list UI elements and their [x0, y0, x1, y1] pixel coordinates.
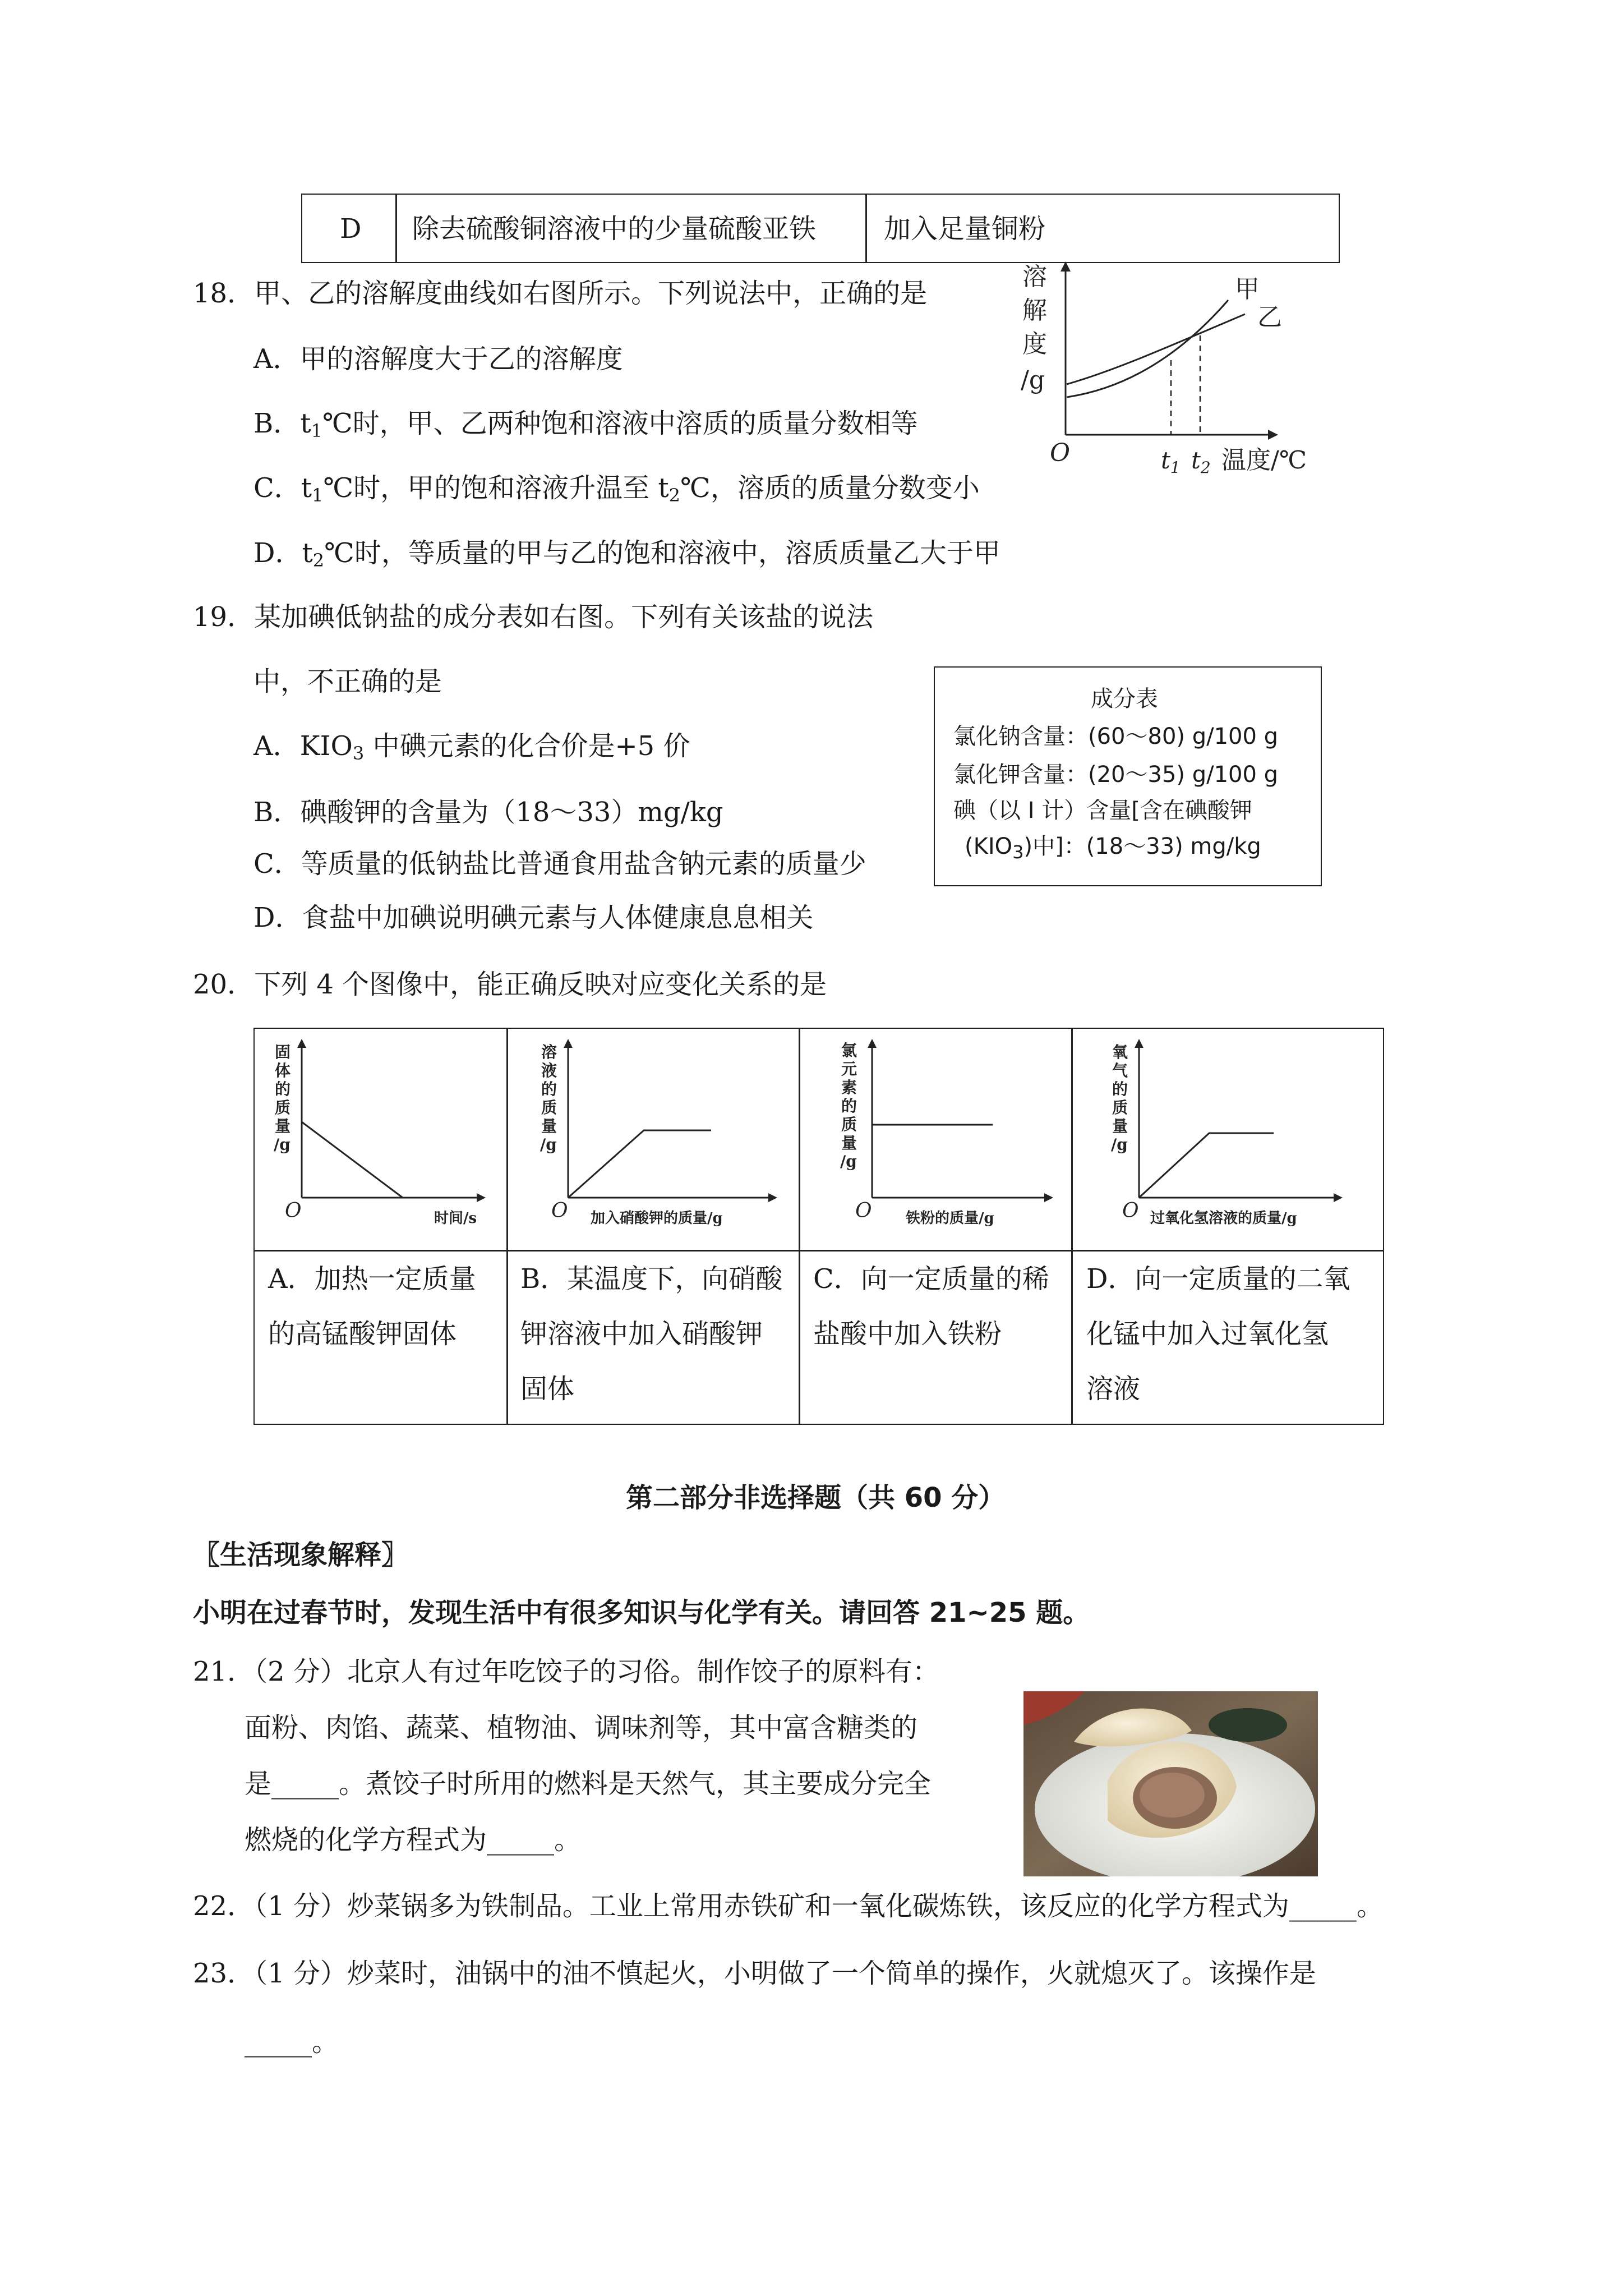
- graph-c-ylabel: 量: [841, 1134, 857, 1152]
- graph-d-xlabel: 过氧化氢溶液的质量/g: [1150, 1210, 1297, 1227]
- q19-option-d: D．食盐中加碘说明碘元素与人体健康息息相关: [253, 902, 814, 933]
- graph-d-ylabel: 气: [1112, 1061, 1128, 1080]
- graph-a: [257, 1032, 504, 1245]
- q19-stem-2: 中，不正确的是: [253, 666, 442, 697]
- ylabel-1: 溶: [1022, 263, 1047, 291]
- q20-option-d-line-2: 化锰中加入过氧化氢: [1086, 1318, 1329, 1350]
- curve-label-jia: 甲: [1235, 275, 1260, 303]
- q20-option-d-line-3: 溶液: [1086, 1373, 1141, 1405]
- graph-a-ylabel: 固: [275, 1043, 291, 1061]
- q18-option-b: B．$t_1℃$时，甲、乙两种饱和溶液中溶质的质量分数相等: [253, 408, 918, 441]
- graph-d: [1075, 1032, 1382, 1245]
- q23-line-2: _____。: [245, 2026, 339, 2058]
- graph-c-ylabel: 素: [841, 1078, 857, 1097]
- curve-yi: [1067, 314, 1245, 384]
- graph-b-line: [568, 1130, 711, 1198]
- q20-row-divider: [253, 1250, 1384, 1251]
- graph-d-line: [1139, 1133, 1274, 1198]
- graph-c-ylabel: 氯: [841, 1041, 857, 1060]
- graph-c-ylabel: 的: [841, 1097, 857, 1115]
- ingredient-line-2: 氯化钾含量：(20～35) g/100 g: [953, 762, 1279, 788]
- ingredient-title: 成分表: [1091, 686, 1158, 712]
- q20-stem: 20．下列 4 个图像中，能正确反映对应变化关系的是: [193, 969, 827, 1000]
- curve-jia: [1067, 300, 1228, 397]
- graph-c-xlabel: 铁粉的质量/g: [906, 1210, 994, 1227]
- graph-b-origin: O: [551, 1199, 568, 1222]
- q22-line-1: 22．（1 分）炒菜锅多为铁制品。工业上常用赤铁矿和一氧化碳炼铁，该反应的化学方程式为_____。: [193, 1890, 1384, 1922]
- q18-option-d: D．$t_2℃$时，等质量的甲与乙的饱和溶液中，溶质质量乙大于甲: [253, 537, 1000, 571]
- graph-c: [802, 1032, 1069, 1245]
- graph-c-origin: O: [855, 1199, 872, 1222]
- graph-a-ylabel: 量: [275, 1117, 291, 1135]
- q21-line-4: 燃烧的化学方程式为_____。: [245, 1824, 582, 1856]
- section-heading: 〖生活现象解释〗: [193, 1539, 409, 1571]
- part2-title: 第二部分非选择题（共 60 分）: [626, 1482, 1006, 1513]
- ingredient-line-1: 氯化钠含量：(60～80) g/100 g: [953, 724, 1279, 749]
- graph-d-ylabel: 的: [1112, 1080, 1128, 1098]
- graph-a-ylabel: /g: [274, 1135, 291, 1154]
- dumpling-photo: [1023, 1691, 1318, 1876]
- q20-option-c-line-2: 盐酸中加入铁粉: [813, 1318, 1002, 1350]
- q19-option-b: B．碘酸钾的含量为（18～33）mg/kg: [253, 797, 723, 828]
- graph-d-origin: O: [1122, 1199, 1139, 1222]
- q20-option-b-line-2: 钾溶液中加入硝酸钾: [520, 1318, 763, 1350]
- q19-option-c: C．等质量的低钠盐比普通食用盐含钠元素的质量少: [253, 848, 866, 880]
- t1-label: t1: [1161, 447, 1181, 477]
- graph-c-ylabel: 质: [841, 1115, 857, 1134]
- graph-d-ylabel: 氧: [1112, 1043, 1128, 1061]
- graph-b-ylabel: /g: [540, 1135, 557, 1154]
- graph-c-ylabel: 元: [841, 1060, 857, 1078]
- table-divider: [395, 194, 397, 263]
- q18-option-a: A．甲的溶解度大于乙的溶解度: [253, 343, 623, 375]
- q23-line-1: 23．（1 分）炒菜时，油锅中的油不慎起火，小明做了一个简单的操作，火就熄灭了。该操作是: [193, 1958, 1316, 1989]
- graph-b-ylabel: 质: [541, 1098, 557, 1117]
- origin-label: O: [1050, 439, 1071, 467]
- graph-d-ylabel: 质: [1112, 1098, 1128, 1117]
- q20-option-b-line-1: B．某温度下，向硝酸: [520, 1263, 783, 1295]
- graph-a-origin: O: [285, 1199, 302, 1222]
- q20-option-b-line-3: 固体: [520, 1373, 575, 1405]
- graph-b-ylabel: 液: [541, 1061, 557, 1080]
- curve-label-yi: 乙: [1257, 303, 1282, 332]
- ylabel-4: /g: [1021, 366, 1045, 394]
- q20-col-divider: [799, 1028, 800, 1425]
- graph-b-xlabel: 加入硝酸钾的质量/g: [591, 1210, 723, 1227]
- graph-c-ylabel: /g: [840, 1152, 857, 1171]
- ylabel-2: 解: [1022, 296, 1047, 325]
- graph-d-ylabel: 量: [1112, 1117, 1128, 1135]
- graph-b-ylabel: 量: [541, 1117, 557, 1135]
- q21-line-2: 面粉、肉馅、蔬菜、植物油、调味剂等，其中富含糖类的: [245, 1712, 918, 1743]
- q19-option-a: A．$KIO_3$ 中碘元素的化合价是+5 价: [253, 730, 690, 764]
- q20-option-a-line-1: A．加热一定质量: [268, 1263, 476, 1295]
- x-axis-label: 温度/℃: [1221, 446, 1307, 475]
- table-option: D: [340, 213, 362, 245]
- q20-option-d-line-1: D．向一定质量的二氧: [1086, 1263, 1350, 1295]
- ingredient-line-4: $(KIO_3)$中]：(18～33) mg/kg: [965, 834, 1261, 863]
- graph-b: [509, 1032, 796, 1245]
- table-divider: [865, 194, 867, 263]
- q18-stem: 18．甲、乙的溶解度曲线如右图所示。下列说法中，正确的是: [193, 278, 928, 309]
- graph-a-ylabel: 体: [275, 1061, 291, 1080]
- table-purpose: 除去硫酸铜溶液中的少量硫酸亚铁: [412, 213, 817, 245]
- q18-option-c: C．$t_1℃$时，甲的饱和溶液升温至 $t_2℃$，溶质的质量分数变小: [253, 472, 980, 506]
- ylabel-3: 度: [1022, 330, 1047, 358]
- q20-col-divider: [1071, 1028, 1073, 1425]
- solubility-graph: [1004, 258, 1329, 482]
- graph-a-ylabel: 质: [275, 1098, 291, 1117]
- q20-option-c-line-1: C．向一定质量的稀: [813, 1263, 1049, 1295]
- graph-a-line: [302, 1122, 403, 1198]
- table-method: 加入足量铜粉: [884, 213, 1046, 245]
- graph-b-ylabel: 溶: [541, 1043, 557, 1061]
- q21-line-1: 21．（2 分）北京人有过年吃饺子的习俗。制作饺子的原料有：: [193, 1656, 939, 1687]
- ingredient-line-3: 碘（以 I 计）含量[含在碘酸钾: [953, 798, 1252, 823]
- part2-intro: 小明在过春节时，发现生活中有很多知识与化学有关。请回答 21~25 题。: [193, 1597, 1090, 1628]
- graph-b-ylabel: 的: [541, 1080, 557, 1098]
- q19-stem-1: 19．某加碘低钠盐的成分表如右图。下列有关该盐的说法: [193, 601, 874, 633]
- graph-a-ylabel: 的: [275, 1080, 291, 1098]
- graph-a-xlabel: 时间/s: [434, 1210, 477, 1227]
- t2-label: t2: [1191, 447, 1211, 477]
- q21-line-3: 是_____。煮饺子时所用的燃料是天然气，其主要成分完全: [245, 1768, 932, 1800]
- graph-d-ylabel: /g: [1111, 1135, 1128, 1154]
- q20-col-divider: [506, 1028, 508, 1425]
- q20-option-a-line-2: 的高锰酸钾固体: [268, 1318, 457, 1350]
